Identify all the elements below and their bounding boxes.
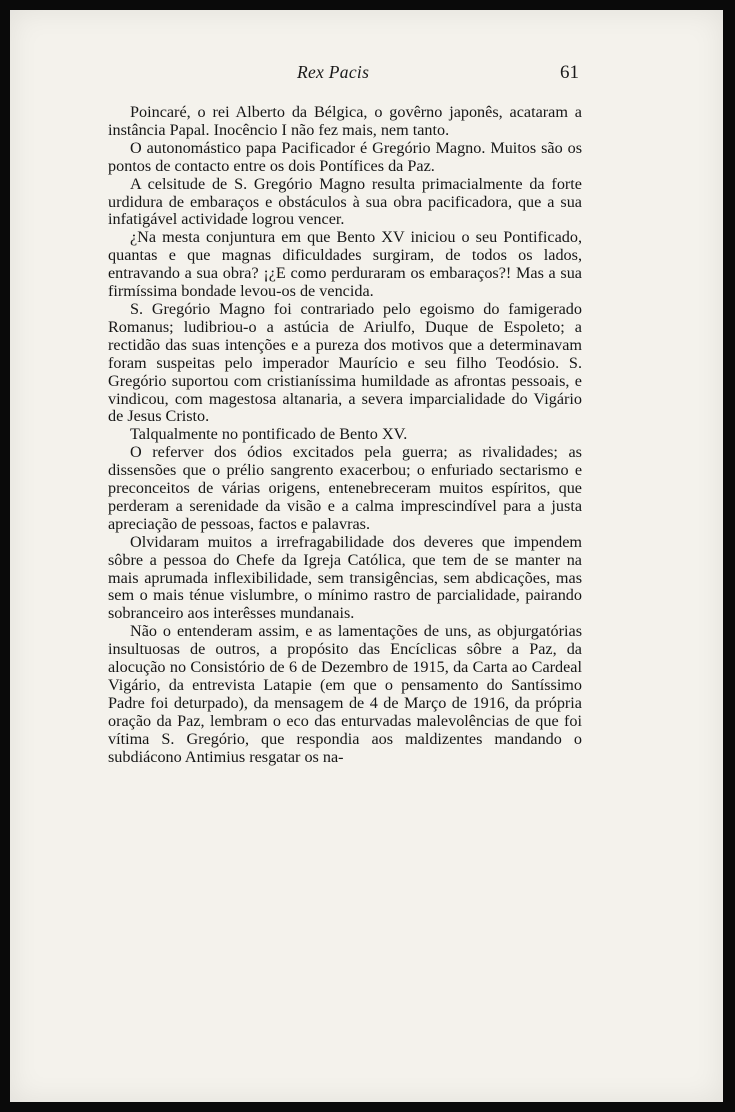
paragraph: O referver dos ódios excitados pela guerra; as rivalidades; as dissensões que o prélio sangrento exacerbou; o enfuriado sectarismo e preconceitos de várias origens, entenebreceram muitos espíritos, que perderam a serenidade da visão e a calma imprescindível para a justa apreciação de pessoas, factos e palavras. (108, 443, 582, 533)
paragraph: Poincaré, o rei Alberto da Bélgica, o govêrno japonês, acataram a instância Papal. Inocêncio I não fez mais, nem tanto. (108, 103, 582, 139)
paragraph: S. Gregório Magno foi contrariado pelo egoismo do famigerado Romanus; ludibriou-o a astúcia de Ariulfo, Duque de Espoleto; a rectidão das suas intenções e a pureza dos motivos que a determinavam foram suspeitas pelo imperador Maurício e seu filho Teodósio. S. Gregório suportou com cristianíssima humildade as afrontas pessoais, e vindicou, com magestosa altanaria, a severa imparcialidade do Vigário de Jesus Cristo. (108, 299, 582, 426)
book-page (10, 10, 723, 1102)
paragraph: Não o entenderam assim, e as lamentações de uns, as objurgatórias insultuosas de outros, a propósito das Encíclicas sôbre a Paz, da alocução no Consistório de 6 de Dezembro de 1915, da Carta ao Cardeal Vigário, da entrevista Latapie (em que o pensamento do Santíssimo Padre foi deturpado), da mensagem de 4 de Março de 1916, da própria oração da Paz, lembram o eco das enturvadas malevolências de que foi vítima S. Gregório, que respondia aos maldizentes mandando o subdiácono Antimius resgatar os na- (108, 622, 582, 766)
body-text (108, 104, 582, 767)
paragraph: Talqualmente no pontificado de Bento XV. (130, 425, 408, 444)
running-title: Rex Pacis (297, 62, 370, 82)
page-header (10, 62, 723, 92)
paragraph: A celsitude de S. Gregório Magno resulta primacialmente da forte urdidura de embaraços e obstáculos à sua obra pacificadora, que a sua infatigável actividade logrou vencer. (108, 174, 582, 229)
page-number: 61 (560, 62, 579, 83)
paragraph: Olvidaram muitos a irrefragabilidade dos deveres que impendem sôbre a pessoa do Chefe da Igreja Católica, que tem de se manter na mais aprumada inflexibilidade, sem transigências, sem abdicações, mas sem o mais ténue vislumbre, o mínimo rastro de parcialidade, pairando sobranceiro aos interêsses mundanais. (108, 532, 582, 623)
paragraph: ¿Na mesta conjuntura em que Bento XV iniciou o seu Pontificado, quantas e que magnas dificuldades surgiram, de todos os lados, entravando a sua obra? ¡¿E como perduraram os embaraços?! Mas a sua firmíssima bondade levou-os de vencida. (108, 228, 582, 301)
paragraph: O autonomástico papa Pacificador é Gregório Magno. Muitos são os pontos de contacto entre os dois Pontífices da Paz. (108, 138, 582, 175)
